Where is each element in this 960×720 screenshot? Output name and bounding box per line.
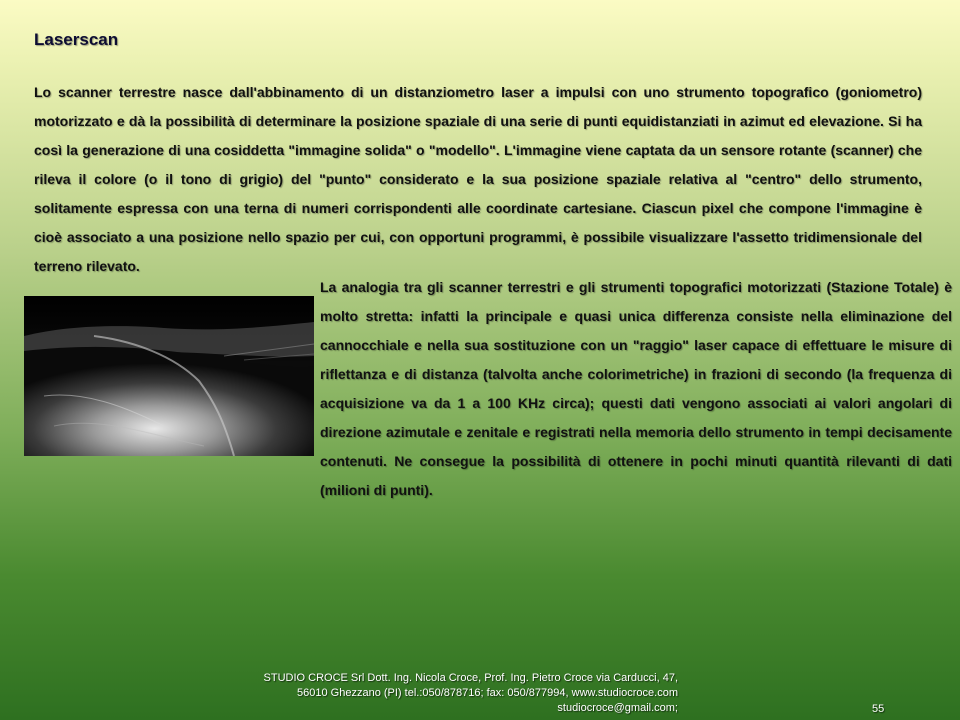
terrain-point-cloud-graphic <box>24 296 314 456</box>
laser-scan-image <box>24 296 314 456</box>
page-number: 55 <box>872 703 885 715</box>
slide-title: Laserscan <box>34 30 119 49</box>
footer-line-email: studiocroce@gmail.com; <box>557 702 678 714</box>
footer <box>170 671 678 716</box>
footer-line-company: STUDIO CROCE Srl Dott. Ing. Nicola Croce, Prof. Ing. Pietro Croce via Carducci, 47, <box>263 672 678 684</box>
footer-line-address: 56010 Ghezzano (PI) tel.:050/878716; fax: 050/877994, www.studiocroce.com <box>297 687 678 699</box>
intro-paragraph: Lo scanner terrestre nasce dall'abbinamento di un distanziometro laser a impulsi con uno strumento topografico (goniometro) motorizzato e dà la possibilità di determinare la posizione spaziale di una serie di punti equidistanziati in azimut ed elevazione. Si ha così la generazione di una cosiddetta "immagine solida" o "modello". L'immagine viene captata da un sensore rotante (scanner) che rileva il colore (o il tono di grigio) del "punto" considerato e la sua posizione spaziale relativa al "centro" dello strumento, solitamente espressa con una terna di numeri corrispondenti alle coordinate cartesiane. Ciascun pixel che compone l'immagine è cioè associato a una posizione nello spazio per cui, con opportuni programmi, è possibile visualizzare l'assetto tridimensionale del terreno rilevato. <box>34 84 922 274</box>
analogy-paragraph: La analogia tra gli scanner terrestri e gli strumenti topografici motorizzati (Stazione Totale) è molto stretta: infatti la principale e quasi unica differenza consiste nella eliminazione del cannocchiale e nella sua sostituzione con un "raggio" laser capace di effettuare le misure di riflettanza e di distanza (talvolta anche colorimetriche) in frazioni di secondo (la frequenza di acquisizione va da 1 a 100 KHz circa); questi dati vengono associati ai valori angolari di direzione azimutale e zenitale e registrati nella memoria dello strumento in tempi decisamente contenuti. Ne consegue la possibilità di ottenere in pochi minuti quantità rilevanti di dati (milioni di punti). <box>320 279 952 498</box>
